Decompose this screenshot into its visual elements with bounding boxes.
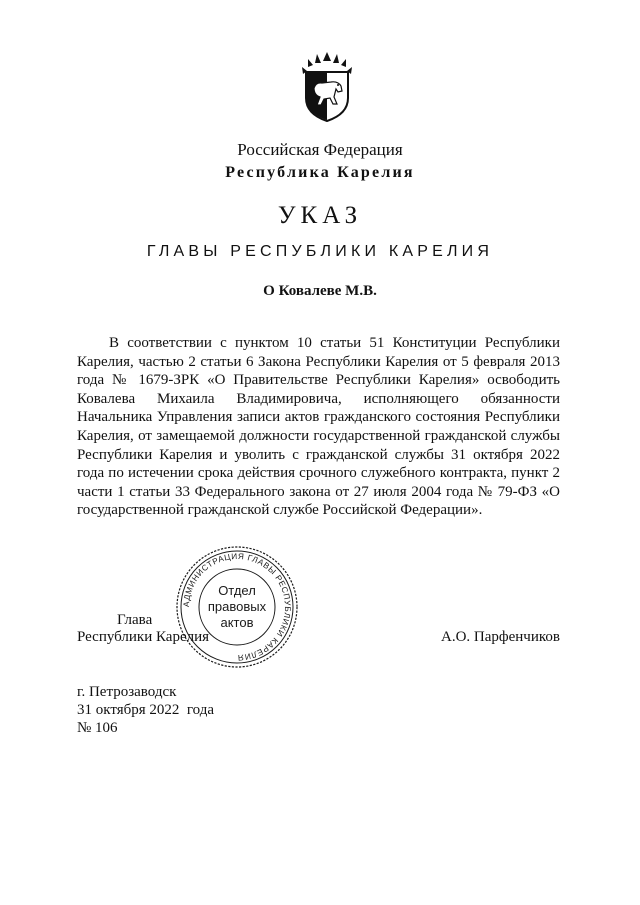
issue-place: г. Петрозаводск (77, 684, 177, 700)
decree-subject: О Ковалеве М.В. (263, 283, 377, 299)
karelia-coat-of-arms-icon (298, 52, 356, 122)
decree-body: В соответствии с пунктом 10 статьи 51 Конституции Республики Карелия, частью 2 статьи 6 Закона Республики Карелия от 5 февраля 2013 года № 1679-ЗРК «О Правительстве Республики Карелия» освободить Ковалева Михаила Владимировича, исполняющего обязанности Начальника Управления записи актов гражданского состояния Республики Карелия, от замещаемой должности государственной гражданской службы Республики Карелия и уволить с гражданской службы 31 октября 2022 года по истечении срока действия срочного служебного контракта, пункт 2 части 1 статьи 33 Федерального закона от 27 июля 2004 года № 79-ФЗ «О государственной гражданской службе Российской Федерации». (77, 335, 560, 519)
official-stamp (175, 545, 299, 669)
document-type: УКАЗ (277, 202, 363, 229)
country-name: Российская Федерация (237, 140, 403, 159)
republic-name: Республика Карелия (225, 164, 415, 181)
issue-details (77, 683, 214, 737)
stamp-line-2: правовых (207, 599, 267, 614)
stamp-line-3: актов (220, 615, 254, 630)
issuer-title: ГЛАВЫ РЕСПУБЛИКИ КАРЕЛИЯ (146, 243, 494, 260)
signer-name: А.О. Парфенчиков (441, 629, 560, 645)
signer-title-line2: Республики Карелия (77, 629, 210, 645)
stamp-line-1: Отдел (218, 583, 256, 598)
decree-number: № 106 (77, 720, 118, 736)
stamp-ring-text: АДМИНИСТРАЦИЯ ГЛАВЫ РЕСПУБЛИКИ КАРЕЛИЯ (181, 551, 293, 663)
issue-date: 31 октября 2022 года (77, 702, 215, 718)
signer-title-line1: Глава (117, 612, 153, 628)
